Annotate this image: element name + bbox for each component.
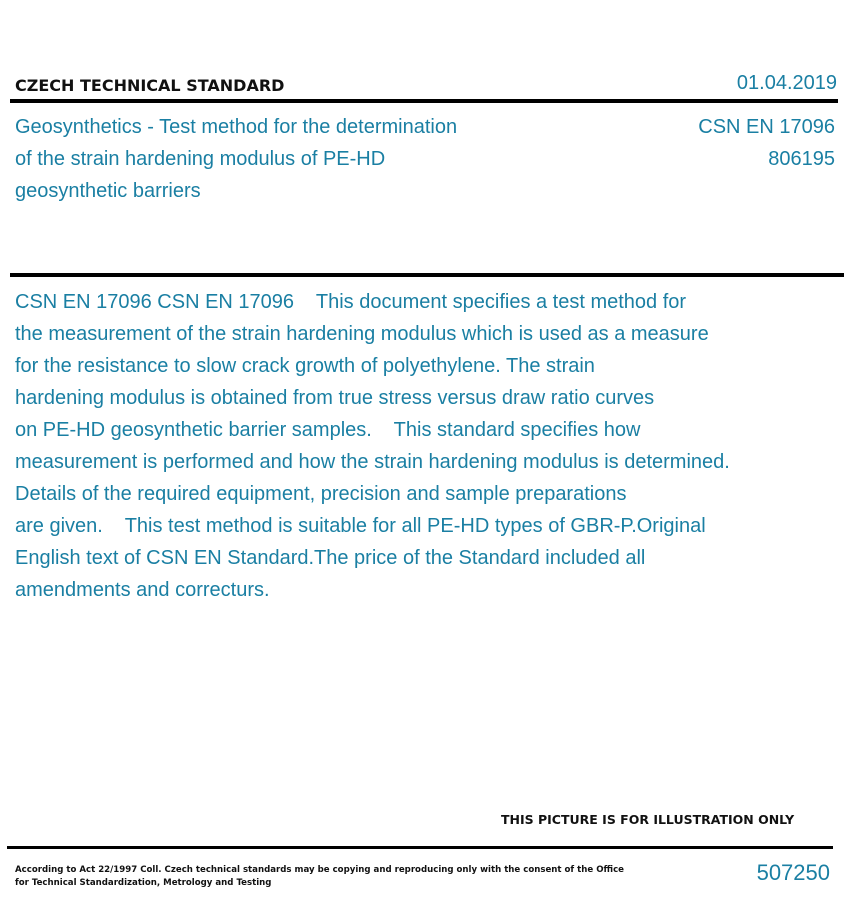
description-line: the measurement of the strain hardening modulus which is used as a measure (15, 323, 709, 345)
illustration-disclaimer: THIS PICTURE IS FOR ILLUSTRATION ONLY (501, 812, 795, 827)
header-divider (10, 99, 838, 103)
description-line: on PE-HD geosynthetic barrier samples. This standard specifies how (15, 419, 641, 441)
description-line: hardening modulus is obtained from true stress versus draw ratio curves (15, 387, 655, 409)
document-type-heading: CZECH TECHNICAL STANDARD (15, 76, 285, 95)
legal-notice-line-2: for Technical Standardization, Metrology and Testing (15, 878, 272, 888)
title-divider (10, 273, 844, 277)
description-line: for the resistance to slow crack growth of polyethylene. The strain (15, 355, 595, 377)
legal-notice-line-1: According to Act 22/1997 Coll. Czech technical standards may be copying and reproducing only with the consent of the Office (15, 865, 625, 875)
description-line: English text of CSN EN Standard.The price of the Standard included all (15, 547, 646, 569)
description-line: are given. This test method is suitable for all PE-HD types of GBR-P.Original (15, 515, 706, 537)
standard-title-line-1: Geosynthetics - Test method for the determination (15, 116, 458, 138)
footer-divider (7, 846, 833, 849)
classification-code: 806195 (768, 148, 835, 170)
standard-title-line-3: geosynthetic barriers (15, 180, 201, 202)
description-line: Details of the required equipment, precision and sample preparations (15, 483, 627, 505)
description-line: measurement is performed and how the strain hardening modulus is determined. (15, 451, 730, 473)
standard-designation: CSN EN 17096 (698, 116, 835, 138)
standard-title-line-2: of the strain hardening modulus of PE-HD (15, 148, 386, 170)
description-line: CSN EN 17096 CSN EN 17096 This document specifies a test method for (15, 291, 687, 313)
description-line: amendments and correcturs. (15, 579, 270, 601)
footer-product-code: 507250 (756, 860, 830, 885)
publication-date: 01.04.2019 (736, 72, 837, 94)
